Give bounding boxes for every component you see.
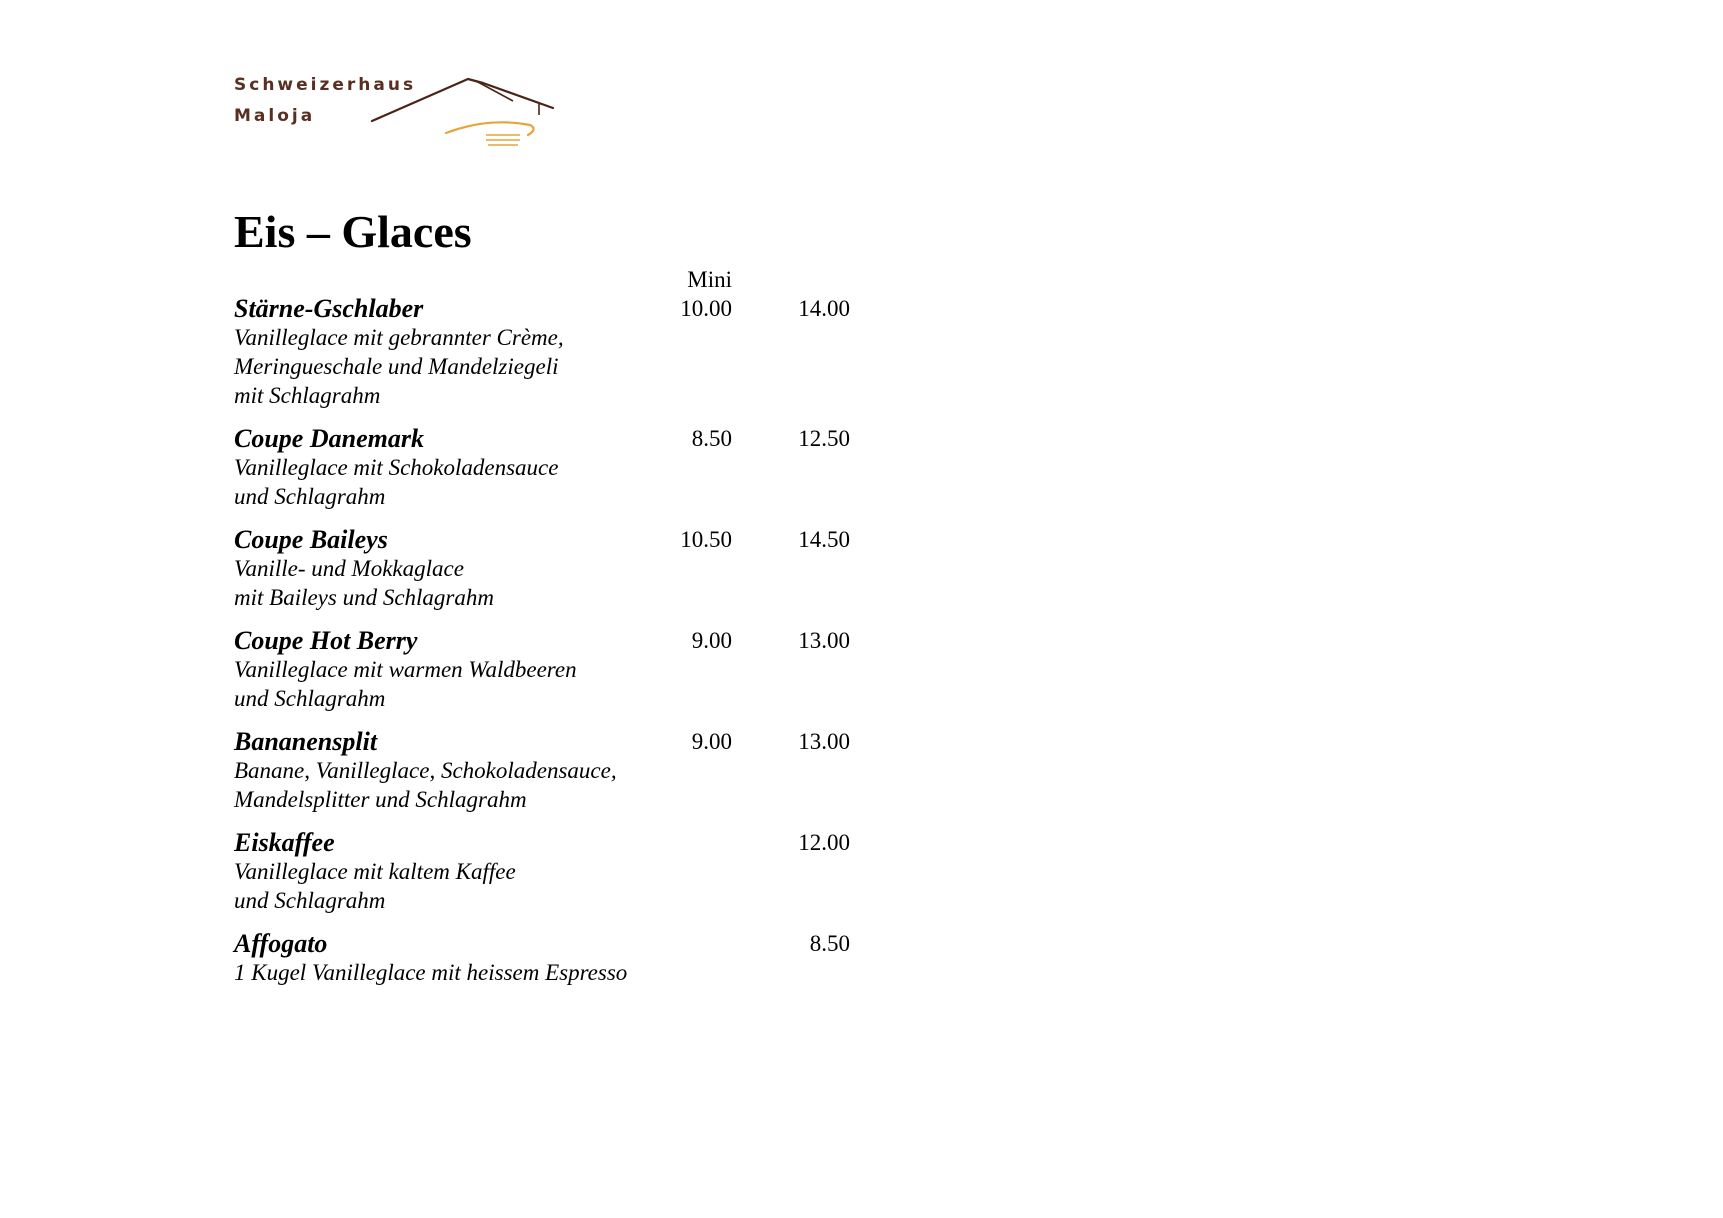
menu-item [234, 728, 874, 829]
item-description: Vanille- und Mokkaglace mit Baileys und Schlagrahm [234, 556, 494, 610]
restaurant-logo [234, 70, 564, 150]
menu-item [234, 526, 874, 627]
item-name: Coupe Danemark [234, 424, 424, 453]
item-description: Vanilleglace mit Schokoladensauce und Schlagrahm [234, 455, 559, 509]
item-name: Eiskaffee [234, 828, 335, 857]
item-price: 12.00 [798, 830, 850, 855]
item-name: Affogato [234, 929, 328, 958]
menu-item [234, 627, 874, 728]
item-description: 1 Kugel Vanilleglace mit heissem Espresso [234, 960, 628, 985]
item-price: 14.00 [798, 296, 850, 321]
item-description: Vanilleglace mit warmen Waldbeeren und Schlagrahm [234, 657, 577, 711]
item-price: 14.50 [798, 527, 850, 552]
roof-line [372, 79, 553, 121]
accent-swoosh [446, 122, 534, 135]
item-price-mini: 10.00 [680, 296, 732, 321]
item-name: Coupe Hot Berry [234, 626, 418, 655]
item-price: 8.50 [809, 931, 850, 956]
item-price: 13.00 [798, 628, 850, 653]
item-name: Bananensplit [234, 727, 378, 756]
item-price-mini: 9.00 [691, 628, 732, 653]
item-price-mini: 10.50 [680, 527, 732, 552]
menu-item [234, 425, 874, 526]
item-description: Banane, Vanilleglace, Schokoladensauce, Mandelsplitter und Schlagrahm [234, 758, 617, 812]
item-price-mini: 8.50 [691, 426, 732, 451]
menu-item [234, 295, 874, 425]
item-name: Stärne-Gschlaber [234, 294, 424, 323]
logo-line-1: Schweizerhaus [234, 75, 417, 95]
page-title: Eis – Glaces [234, 206, 472, 257]
menu-item [234, 929, 874, 985]
ice-cream-menu [234, 294, 874, 985]
item-price: 12.50 [798, 426, 850, 451]
house-roof-icon [368, 75, 558, 150]
logo-line-2: Maloja [234, 106, 316, 126]
item-price: 13.00 [798, 729, 850, 754]
item-description: Vanilleglace mit kaltem Kaffee und Schlagrahm [234, 859, 516, 913]
item-name: Coupe Baileys [234, 525, 388, 554]
menu-item [234, 829, 874, 930]
item-price-mini: 9.00 [691, 729, 732, 754]
mini-size-column-header: Mini [687, 267, 732, 292]
item-description: Vanilleglace mit gebrannter Crème, Meringueschale und Mandelziegeli mit Schlagrahm [234, 325, 564, 408]
